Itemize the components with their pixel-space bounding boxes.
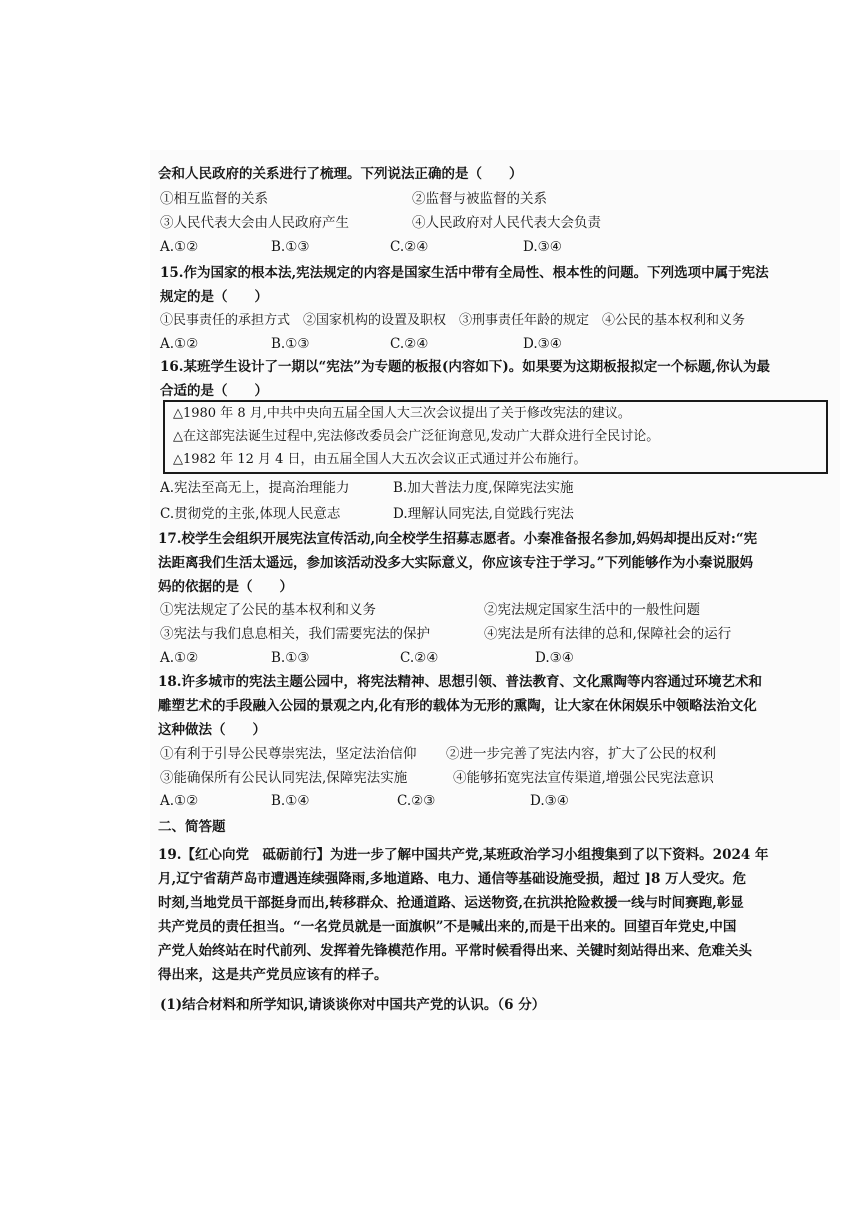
q17-stem-line-3: 妈的依据的是（ ） — [158, 579, 293, 595]
q14-choice-c: C.②④ — [390, 239, 429, 255]
q16-choice-b: B.加大普法力度,保障宪法实施 — [393, 480, 574, 496]
q19-subquestion-1: (1)结合材料和所学知识,请谈谈你对中国共产党的认识。（6 分） — [160, 997, 546, 1013]
q17-option-3: ③宪法与我们息息相关，我们需要宪法的保护 — [160, 626, 430, 642]
q19-material-line-6: 得出来，这是共产党员应该有的样子。 — [158, 967, 388, 983]
q14-choice-d: D.③④ — [523, 239, 562, 255]
q14-choice-a: A.①② — [160, 239, 199, 255]
q16-choice-c: C.贯彻党的主张,体现人民意志 — [160, 506, 341, 522]
q18-stem-line-3: 这种做法（ ） — [158, 722, 266, 738]
q19-material-line-1: 19.【红心向党 砥砺前行】为进一步了解中国共产党,某班政治学习小组搜集到了以下资料。2024 年 — [158, 847, 769, 863]
q17-choice-d: D.③④ — [535, 650, 574, 666]
q19-material-line-2: 月,辽宁省葫芦岛市遭遇连续强降雨,多地道路、电力、通信等基础设施受损，超过 ]8 万人受灾。危 — [158, 871, 747, 887]
q19-material-line-5: 产党人始终站在时代前列、发挥着先锋模范作用。平常时候看得出来、关键时刻站得出来、危难关头 — [158, 943, 752, 959]
q18-stem-line-2: 雕塑艺术的手段融入公园的景观之内,化有形的载体为无形的熏陶，让大家在休闲娱乐中领略法治文化 — [158, 698, 757, 714]
q17-option-4: ④宪法是所有法律的总和,保障社会的运行 — [484, 626, 732, 642]
section-heading: 二、简答题 — [158, 819, 226, 835]
q17-choice-a: A.①② — [160, 650, 199, 666]
q17-choices — [160, 649, 600, 667]
q14-choice-b: B.①③ — [271, 239, 310, 255]
q16-choice-d: D.理解认同宪法,自觉践行宪法 — [393, 506, 574, 522]
q17-option-2: ②宪法规定国家生活中的一般性问题 — [484, 602, 700, 618]
q15-choice-a: A.①② — [160, 336, 199, 352]
q18-choice-a: A.①② — [160, 793, 199, 809]
q17-stem-line-2: 法距离我们生活太遥远，参加该活动没多大实际意义，你应该专注于学习。”下列能够作为小秦说服妈 — [158, 555, 754, 571]
q18-choices — [160, 792, 590, 810]
q14-option-2: ②监督与被监督的关系 — [412, 191, 547, 207]
q16-blackboard-content-box — [163, 400, 828, 474]
q14-option-3: ③人民代表大会由人民政府产生 — [160, 215, 349, 231]
q17-choice-c: C.②④ — [400, 650, 439, 666]
q18-choice-b: B.①④ — [271, 793, 310, 809]
q17-choice-b: B.①③ — [271, 650, 310, 666]
q15-choice-b: B.①③ — [271, 336, 310, 352]
q15-stem-line-1: 15.作为国家的根本法,宪法规定的内容是国家生活中带有全局性、根本性的问题。下列选项中属于宪法 — [160, 265, 769, 281]
q18-stem-line-1: 18.许多城市的宪法主题公园中，将宪法精神、思想引领、普法教育、文化熏陶等内容通过环境艺术和 — [158, 674, 762, 690]
q15-choice-d: D.③④ — [523, 336, 562, 352]
q16-stem-line-2: 合适的是（ ） — [160, 383, 268, 399]
q18-choice-c: C.②③ — [397, 793, 436, 809]
q16-box-line-1: △1980 年 8 月,中共中央向五届全国人大三次会议提出了关于修改宪法的建议。 — [173, 406, 631, 421]
q18-option-4: ④能够拓宽宪法宣传渠道,增强公民宪法意识 — [453, 770, 714, 786]
q15-choice-c: C.②④ — [390, 336, 429, 352]
q17-stem-line-1: 17.校学生会组织开展宪法宣传活动,向全校学生招募志愿者。小秦准备报名参加,妈妈却提出反对:“宪 — [158, 531, 758, 547]
q18-option-2: ②进一步完善了宪法内容，扩大了公民的权利 — [446, 746, 716, 762]
q19-material-line-4: 共产党员的责任担当。“一名党员就是一面旗帜”不是喊出来的,而是干出来的。回望百年党史,中国 — [158, 919, 737, 935]
q19-material-line-3: 时刻,当地党员干部挺身而出,转移群众、抢通道路、运送物资,在抗洪抢险救援一线与时间赛跑,彰显 — [158, 895, 744, 911]
q15-options: ①民事责任的承担方式 ②国家机构的设置及职权 ③刑事责任年龄的规定 ④公民的基本权利和义务 — [160, 313, 746, 328]
q16-stem-line-1: 16.某班学生设计了一期以“宪法”为专题的板报(内容如下)。如果要为这期板报拟定一个标题,你认为最 — [160, 359, 770, 375]
q15-stem-line-2: 规定的是（ ） — [160, 289, 268, 305]
q18-choice-d: D.③④ — [530, 793, 569, 809]
q18-option-3: ③能确保所有公民认同宪法,保障宪法实施 — [160, 770, 408, 786]
q16-box-line-3: △1982 年 12 月 4 日，由五届全国人大五次会议正式通过并公布施行。 — [173, 452, 587, 467]
q14-option-4: ④人民政府对人民代表大会负责 — [412, 215, 601, 231]
q14-choices — [160, 238, 560, 256]
q14-stem: 会和人民政府的关系进行了梳理。下列说法正确的是（ ） — [158, 166, 523, 182]
q18-option-1: ①有利于引导公民尊崇宪法，坚定法治信仰 — [160, 746, 417, 762]
q15-choices — [160, 335, 560, 353]
q16-box-line-2: △在这部宪法诞生过程中,宪法修改委员会广泛征询意见,发动广大群众进行全民讨论。 — [173, 429, 660, 444]
q16-choice-a: A.宪法至高无上，提高治理能力 — [160, 480, 350, 496]
q17-option-1: ①宪法规定了公民的基本权利和义务 — [160, 602, 376, 618]
q14-option-1: ①相互监督的关系 — [160, 191, 268, 207]
